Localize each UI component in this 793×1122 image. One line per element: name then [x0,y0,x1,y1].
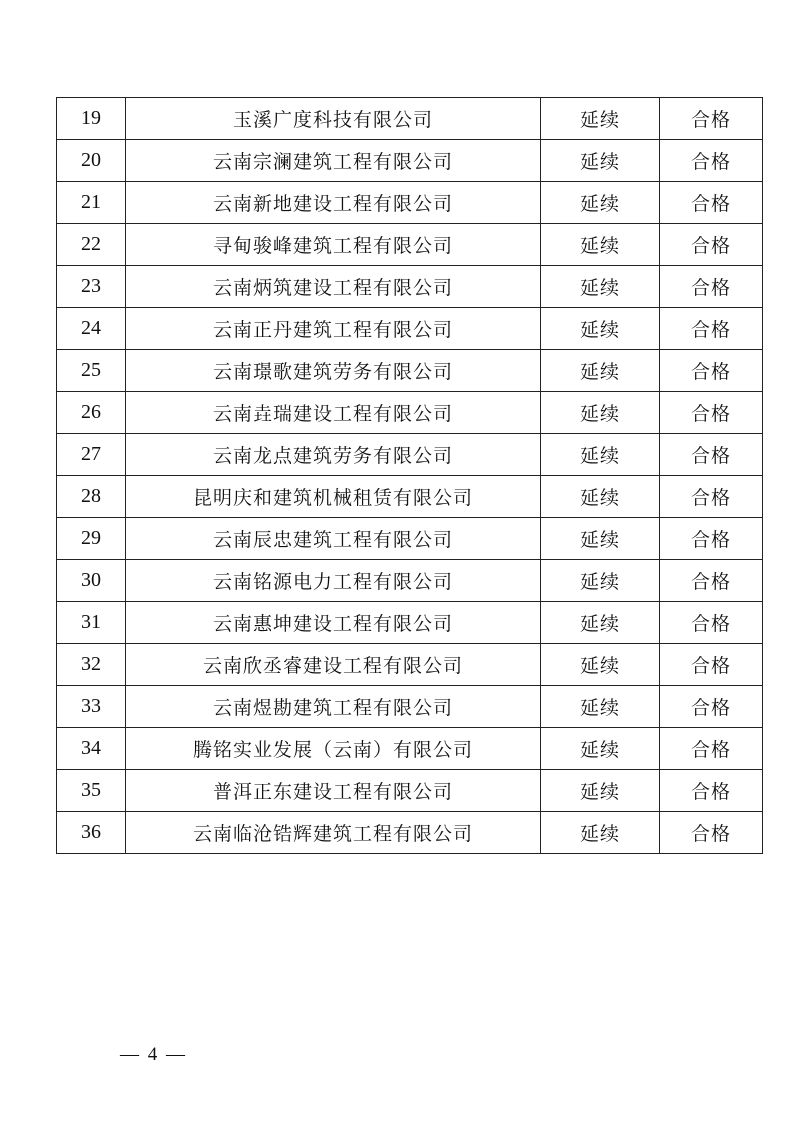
company-name-cell: 云南宗澜建筑工程有限公司 [126,140,541,182]
row-number-cell: 19 [57,98,126,140]
company-name-cell: 玉溪广度科技有限公司 [126,98,541,140]
table-row [57,98,763,140]
row-number-cell: 26 [57,392,126,434]
application-type-cell: 延续 [541,224,660,266]
company-name-cell: 寻甸骏峰建筑工程有限公司 [126,224,541,266]
review-result-cell: 合格 [660,560,763,602]
row-number-cell: 28 [57,476,126,518]
table-row [57,308,763,350]
review-result-cell: 合格 [660,434,763,476]
company-list-table [56,97,763,854]
review-result-cell: 合格 [660,728,763,770]
review-result-cell: 合格 [660,308,763,350]
table-row [57,560,763,602]
row-number-cell: 30 [57,560,126,602]
company-name-cell: 云南正丹建筑工程有限公司 [126,308,541,350]
row-number-cell: 21 [57,182,126,224]
table-row [57,476,763,518]
company-name-cell: 云南临沧锆辉建筑工程有限公司 [126,812,541,854]
table-row [57,224,763,266]
review-result-cell: 合格 [660,812,763,854]
company-name-cell: 云南炳筑建设工程有限公司 [126,266,541,308]
row-number-cell: 23 [57,266,126,308]
row-number-cell: 20 [57,140,126,182]
company-name-cell: 云南煜勘建筑工程有限公司 [126,686,541,728]
review-result-cell: 合格 [660,770,763,812]
company-name-cell: 云南惠坤建设工程有限公司 [126,602,541,644]
application-type-cell: 延续 [541,182,660,224]
review-result-cell: 合格 [660,644,763,686]
review-result-cell: 合格 [660,686,763,728]
company-name-cell: 云南璟歌建筑劳务有限公司 [126,350,541,392]
review-result-cell: 合格 [660,476,763,518]
application-type-cell: 延续 [541,686,660,728]
application-type-cell: 延续 [541,350,660,392]
application-type-cell: 延续 [541,812,660,854]
company-name-cell: 云南新地建设工程有限公司 [126,182,541,224]
review-result-cell: 合格 [660,518,763,560]
table-row [57,686,763,728]
review-result-cell: 合格 [660,392,763,434]
application-type-cell: 延续 [541,476,660,518]
review-result-cell: 合格 [660,602,763,644]
application-type-cell: 延续 [541,392,660,434]
company-name-cell: 普洱正东建设工程有限公司 [126,770,541,812]
table-row [57,182,763,224]
table-body [57,98,763,854]
row-number-cell: 25 [57,350,126,392]
review-result-cell: 合格 [660,224,763,266]
application-type-cell: 延续 [541,98,660,140]
review-result-cell: 合格 [660,182,763,224]
row-number-cell: 24 [57,308,126,350]
application-type-cell: 延续 [541,728,660,770]
company-name-cell: 云南辰忠建筑工程有限公司 [126,518,541,560]
application-type-cell: 延续 [541,518,660,560]
row-number-cell: 27 [57,434,126,476]
application-type-cell: 延续 [541,770,660,812]
company-name-cell: 昆明庆和建筑机械租赁有限公司 [126,476,541,518]
row-number-cell: 33 [57,686,126,728]
table-row [57,728,763,770]
application-type-cell: 延续 [541,644,660,686]
row-number-cell: 34 [57,728,126,770]
application-type-cell: 延续 [541,560,660,602]
company-name-cell: 云南龙点建筑劳务有限公司 [126,434,541,476]
row-number-cell: 36 [57,812,126,854]
table-row [57,392,763,434]
company-name-cell: 云南垚瑞建设工程有限公司 [126,392,541,434]
row-number-cell: 35 [57,770,126,812]
application-type-cell: 延续 [541,308,660,350]
review-result-cell: 合格 [660,350,763,392]
table-row [57,602,763,644]
company-list-table-container [56,97,760,854]
table-row [57,266,763,308]
review-result-cell: 合格 [660,140,763,182]
table-row [57,350,763,392]
table-row [57,812,763,854]
application-type-cell: 延续 [541,434,660,476]
application-type-cell: 延续 [541,140,660,182]
row-number-cell: 22 [57,224,126,266]
table-row [57,644,763,686]
company-name-cell: 腾铭实业发展（云南）有限公司 [126,728,541,770]
table-row [57,770,763,812]
table-row [57,518,763,560]
table-row [57,140,763,182]
table-row [57,434,763,476]
company-name-cell: 云南欣丞睿建设工程有限公司 [126,644,541,686]
review-result-cell: 合格 [660,266,763,308]
page-number: — 4 — [120,1044,187,1065]
row-number-cell: 32 [57,644,126,686]
review-result-cell: 合格 [660,98,763,140]
row-number-cell: 31 [57,602,126,644]
company-name-cell: 云南铭源电力工程有限公司 [126,560,541,602]
application-type-cell: 延续 [541,602,660,644]
application-type-cell: 延续 [541,266,660,308]
row-number-cell: 29 [57,518,126,560]
